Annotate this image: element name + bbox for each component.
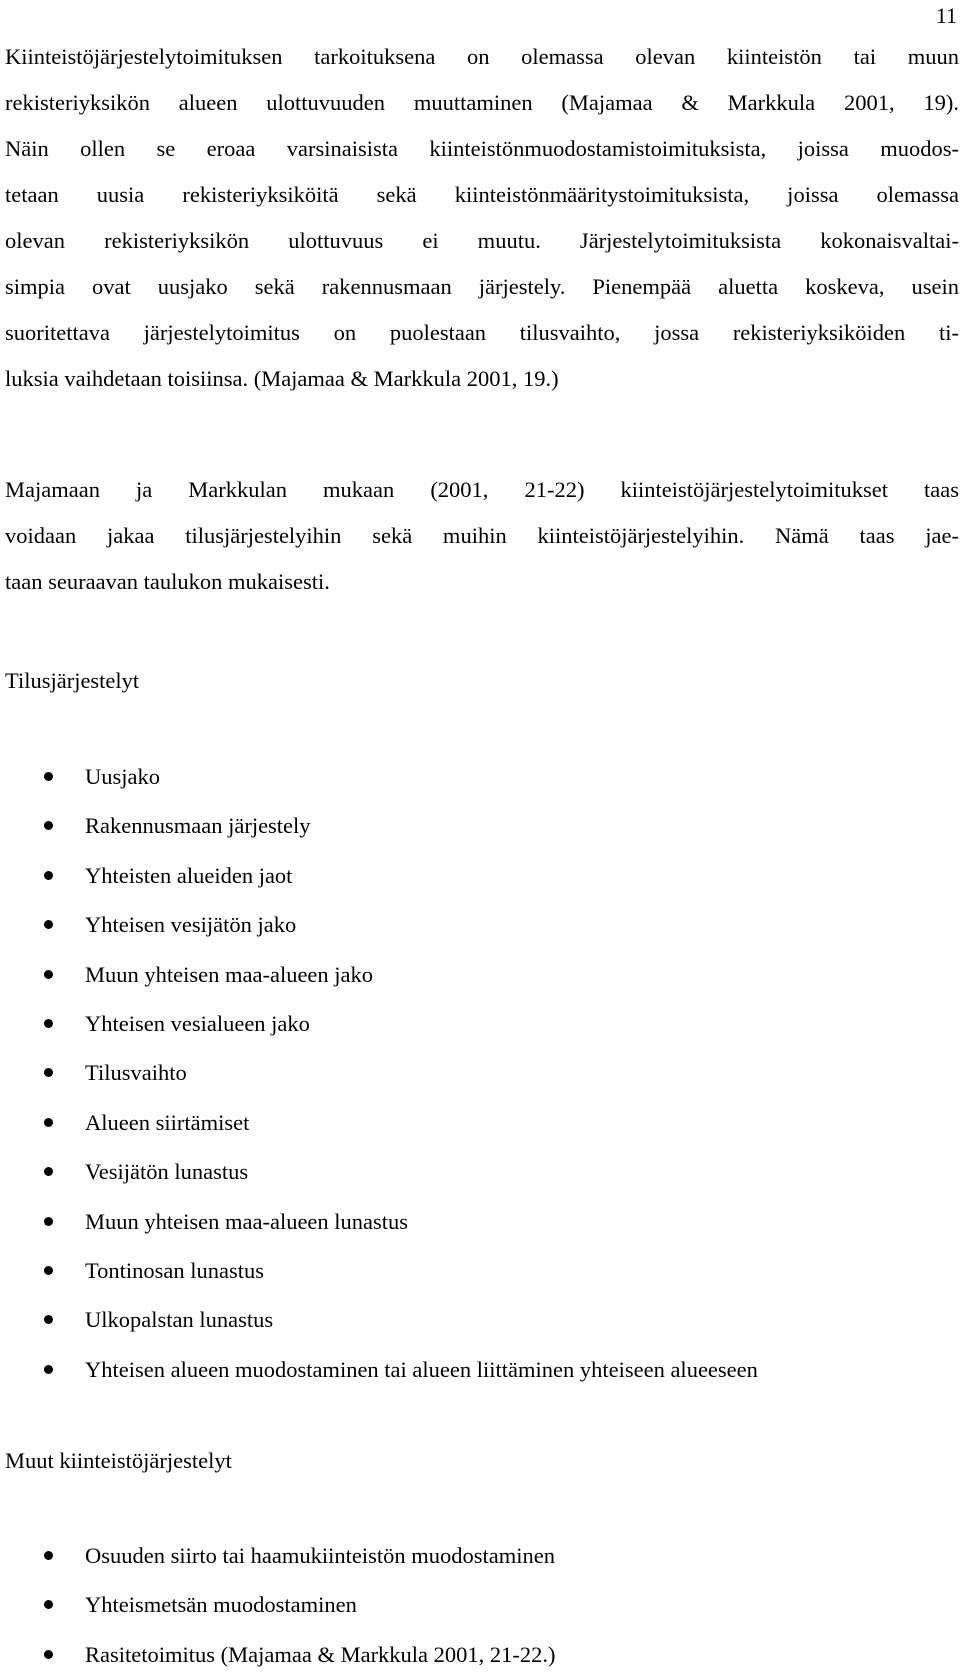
bullet-icon (44, 1019, 53, 1028)
bullet-icon (44, 1167, 53, 1176)
bullet-icon (44, 920, 53, 929)
bullet-icon (44, 821, 53, 830)
bullet-icon (44, 1650, 53, 1659)
bullet-icon (44, 1365, 53, 1374)
bullet-icon (44, 1217, 53, 1226)
list-item (0, 1531, 556, 1580)
list-item (0, 1048, 758, 1097)
list-item (0, 1295, 758, 1344)
list-item-text: Yhteismetsän muodostaminen (85, 1592, 357, 1618)
list-item (0, 950, 758, 999)
list-item (0, 851, 758, 900)
section-heading-tilusjarjestelyt: Tilusjärjestelyt (5, 668, 140, 693)
paragraph-line: luksia vaihdetaan toisiinsa. (Majamaa & Markkula 2001, 19.) (5, 366, 559, 391)
muut-kiinteistojarjestelyt-list (0, 1531, 556, 1679)
list-item-text: Muun yhteisen maa-alueen jako (85, 961, 374, 987)
bullet-icon (44, 970, 53, 979)
list-item (0, 1580, 556, 1629)
paragraph-line: Majamaan ja Markkulan mukaan (2001, 21-22) kiinteistöjärjestelytoimitukset taas (5, 477, 959, 502)
list-item (0, 1630, 556, 1679)
list-item (0, 1345, 758, 1394)
list-item-text: Alueen siirtämiset (85, 1109, 250, 1135)
list-item (0, 1147, 758, 1196)
paragraph-line: suoritettava järjestelytoimitus on puolestaan tilusvaihto, jossa rekisteriyksiköiden ti- (5, 320, 959, 345)
bullet-icon (44, 1551, 53, 1560)
bullet-icon (44, 871, 53, 880)
paragraph-line: voidaan jakaa tilusjärjestelyihin sekä muihin kiinteistöjärjestelyihin. Nämä taas jae- (5, 523, 959, 548)
list-item-text: Yhteisen alueen muodostaminen tai alueen liittäminen yhteiseen alueeseen (85, 1356, 758, 1382)
list-item-text: Rakennusmaan järjestely (85, 813, 311, 839)
paragraph-line: olevan rekisteriyksikön ulottuvuus ei muutu. Järjestelytoimituksista kokonaisvaltai- (5, 228, 959, 253)
list-item (0, 999, 758, 1048)
section-heading-muut-kiinteistojarjestelyt: Muut kiinteistöjärjestelyt (5, 1448, 232, 1473)
page-number: 11 (935, 3, 957, 28)
list-item-text: Yhteisten alueiden jaot (85, 862, 293, 888)
tilusjarjestelyt-list (0, 752, 758, 1394)
list-item-text: Yhteisen vesijätön jako (85, 912, 297, 938)
paragraph-line: simpia ovat uusjako sekä rakennusmaan järjestely. Pienempää aluetta koskeva, usein (5, 274, 959, 299)
bullet-icon (44, 1600, 53, 1609)
paragraph-line: rekisteriyksikön alueen ulottuvuuden muuttaminen (Majamaa & Markkula 2001, 19). (5, 90, 959, 115)
list-item-text: Muun yhteisen maa-alueen lunastus (85, 1208, 409, 1234)
list-item (0, 1197, 758, 1246)
list-item-text: Uusjako (85, 764, 160, 789)
list-item-text: Ulkopalstan lunastus (85, 1307, 274, 1333)
list-item (0, 752, 758, 801)
bullet-icon (44, 1068, 53, 1077)
list-item-text: Rasitetoimitus (Majamaa & Markkula 2001, 21-22.) (85, 1641, 556, 1667)
bullet-icon (44, 1118, 53, 1127)
bullet-icon (44, 772, 53, 781)
bullet-icon (44, 1315, 53, 1324)
paragraph-line: taan seuraavan taulukon mukaisesti. (5, 569, 330, 594)
list-item (0, 900, 758, 949)
bullet-icon (44, 1266, 53, 1275)
list-item-text: Tilusvaihto (85, 1060, 187, 1086)
paragraph-line: Näin ollen se eroaa varsinaisista kiinteistönmuodostamistoimituksista, joissa muodos- (5, 136, 959, 161)
list-item-text: Osuuden siirto tai haamukiinteistön muodostaminen (85, 1543, 555, 1568)
list-item (0, 1246, 758, 1295)
list-item (0, 801, 758, 850)
paragraph-line: tetaan uusia rekisteriyksiköitä sekä kiinteistönmääritystoimituksista, joissa olemassa (5, 182, 959, 207)
paragraph-division (5, 467, 959, 605)
list-item (0, 1098, 758, 1147)
paragraph-line: Kiinteistöjärjestelytoimituksen tarkoituksena on olemassa olevan kiinteistön tai muun (5, 44, 959, 69)
paragraph-intro (5, 34, 959, 402)
list-item-text: Yhteisen vesialueen jako (85, 1010, 310, 1036)
list-item-text: Tontinosan lunastus (85, 1257, 265, 1283)
list-item-text: Vesijätön lunastus (85, 1159, 249, 1185)
